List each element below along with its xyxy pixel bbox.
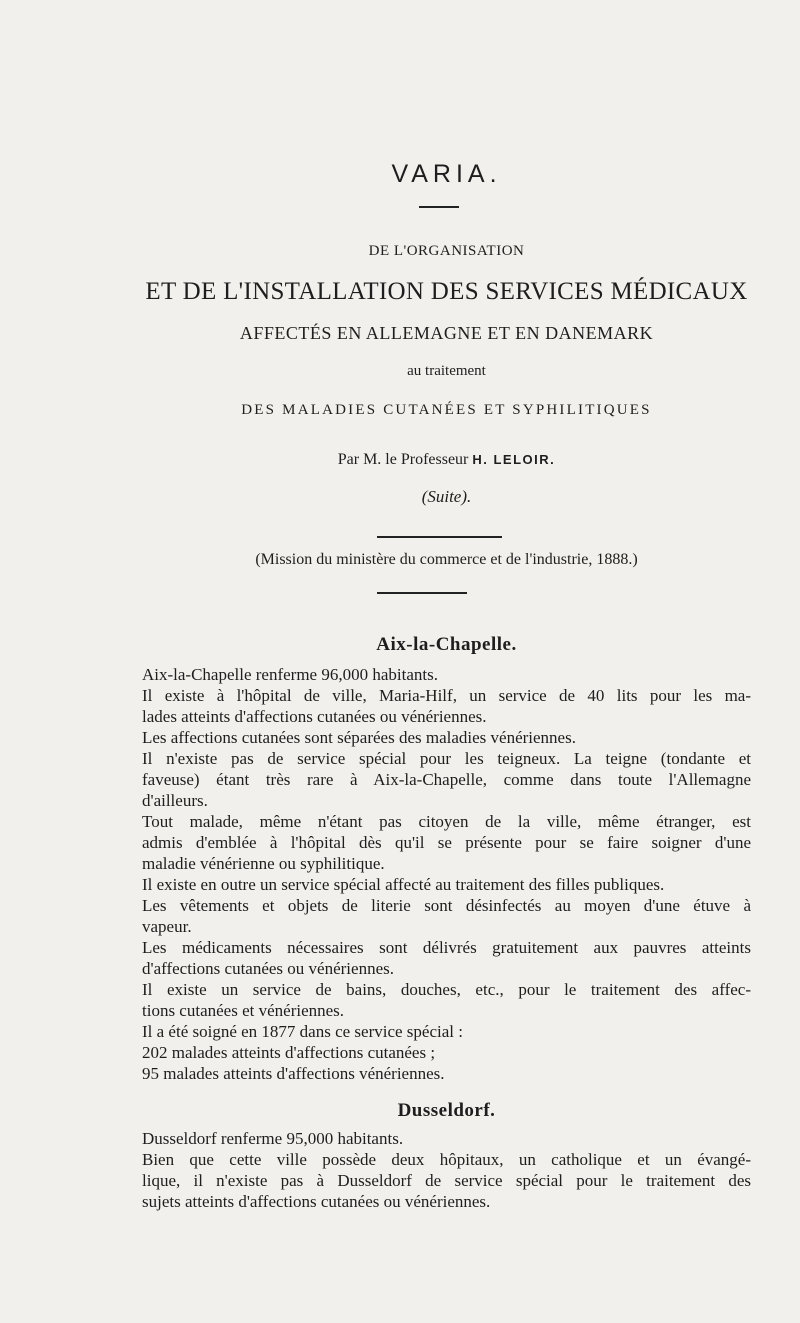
text-line: Les vêtements et objets de literie sont désinfectés au moyen d'une étuve à xyxy=(142,896,751,915)
text-line: d'affections cutanées ou vénériennes. xyxy=(142,959,394,978)
section-heading-aix: Aix-la-Chapelle. xyxy=(376,634,517,655)
mission-line: (Mission du ministère du commerce et de l'industrie, 1888.) xyxy=(255,551,638,568)
section-header: VARIA. xyxy=(391,160,502,188)
text-line: tions cutanées et vénériennes. xyxy=(142,1001,345,1020)
text-line: Il n'existe pas de service spécial pour les teigneux. La teigne (tondante et xyxy=(142,749,751,768)
text-line: lades atteints d'affections cutanées ou vénériennes. xyxy=(142,707,487,726)
text-line: Il existe à l'hôpital de ville, Maria-Hilf, un service de 40 lits pour les ma- xyxy=(142,686,751,705)
text-line: 202 malades atteints d'affections cutanées ; xyxy=(142,1043,436,1062)
text-line: d'ailleurs. xyxy=(142,791,208,810)
suite-label: (Suite). xyxy=(421,487,472,506)
title-line-5: DES MALADIES CUTANÉES ET SYPHILITIQUES xyxy=(241,402,652,418)
text-line: vapeur. xyxy=(142,917,192,936)
show-through-texture xyxy=(120,110,760,133)
header-rule xyxy=(419,206,459,208)
title-line-4: au traitement xyxy=(407,363,486,379)
text-line: Les médicaments nécessaires sont délivrés gratuitement aux pauvres atteints xyxy=(142,938,751,957)
section-body-aix xyxy=(142,664,751,1084)
title-line-1: DE L'ORGANISATION xyxy=(368,243,525,259)
text-line: Aix-la-Chapelle renferme 96,000 habitants. xyxy=(142,665,438,684)
title-line-2: ET DE L'INSTALLATION DES SERVICES MÉDICAUX xyxy=(145,278,748,305)
title-line-3: AFFECTÉS EN ALLEMAGNE ET EN DANEMARK xyxy=(239,323,654,343)
text-line: 95 malades atteints d'affections vénériennes. xyxy=(142,1064,445,1083)
text-line: sujets atteints d'affections cutanées ou vénériennes. xyxy=(142,1192,491,1211)
author-line xyxy=(142,451,751,469)
text-line: admis d'emblée à l'hôpital dès qu'il se présente pour se faire soigner d'une xyxy=(142,833,751,852)
text-line: faveuse) étant très rare à Aix-la-Chapelle, comme dans toute l'Allemagne xyxy=(142,770,751,789)
text-line: Il a été soigné en 1877 dans ce service spécial : xyxy=(142,1022,463,1041)
text-line: Les affections cutanées sont séparées des maladies vénériennes. xyxy=(142,728,576,747)
divider-rule-1 xyxy=(377,536,502,538)
section-heading-dusseldorf: Dusseldorf. xyxy=(397,1100,496,1121)
text-line: lique, il n'existe pas à Dusseldorf de service spécial pour le traitement des xyxy=(142,1171,751,1190)
text-line: Bien que cette ville possède deux hôpitaux, un catholique et un évangé- xyxy=(142,1150,751,1169)
divider-rule-2 xyxy=(377,592,467,594)
text-line: Dusseldorf renferme 95,000 habitants. xyxy=(142,1129,404,1148)
author-name: H. LELOIR. xyxy=(472,452,556,467)
section-body-dusseldorf xyxy=(142,1128,751,1212)
text-line: Tout malade, même n'étant pas citoyen de la ville, même étranger, est xyxy=(142,812,751,831)
text-line: Il existe un service de bains, douches, etc., pour le traitement des affec- xyxy=(142,980,751,999)
text-line: Il existe en outre un service spécial affecté au traitement des filles publiques. xyxy=(142,875,665,894)
text-line: maladie vénérienne ou syphilitique. xyxy=(142,854,385,873)
author-prefix: Par M. le Professeur xyxy=(337,451,469,468)
